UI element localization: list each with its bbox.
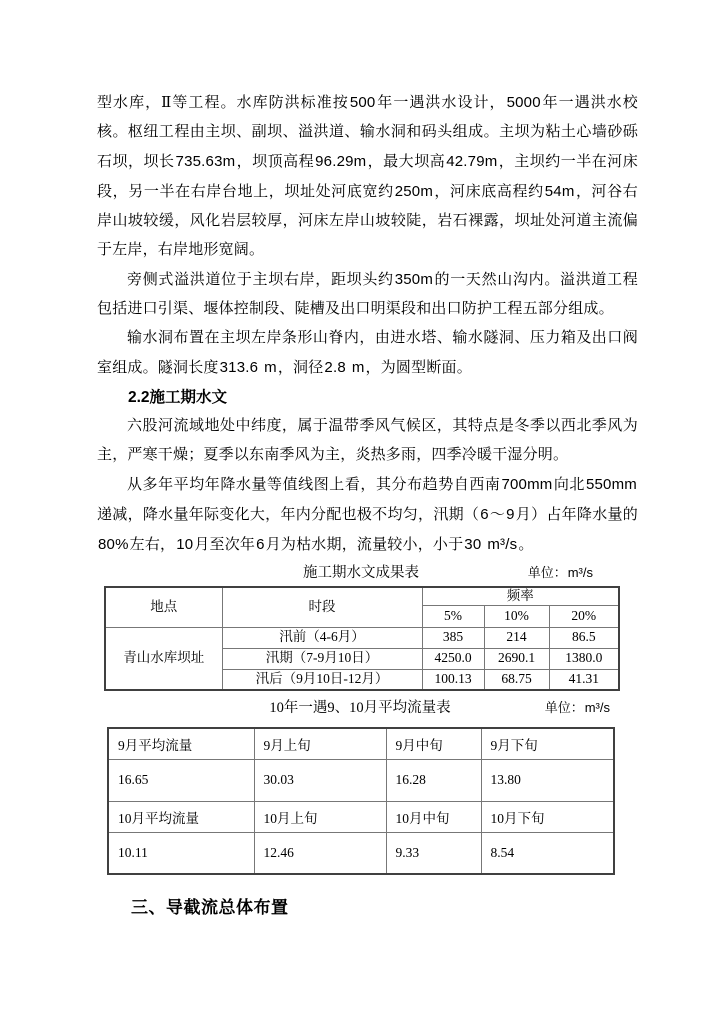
table-cell-value: 1380.0: [549, 648, 619, 669]
table-cell-label: 9月下旬: [481, 728, 614, 759]
table-cell-label: 9月中旬: [386, 728, 481, 759]
table-row: [108, 832, 614, 874]
table-cell-location: 青山水库坝址: [105, 627, 222, 690]
table2-caption: [107, 695, 613, 721]
table-row: [108, 728, 614, 759]
table-cell-value: 2690.1: [484, 648, 549, 669]
table-cell-value: 9.33: [386, 832, 481, 874]
table-hydrology-results: [104, 586, 620, 691]
table-cell-value: 10.11: [108, 832, 254, 874]
paragraph-spillway: 旁侧式溢洪道位于主坝右岸，距坝头约350m的一天然山沟内。溢洪道工程包括进口引渠、堰体控制段、陡槽及出口明渠段和出口防护工程五部分组成。: [97, 271, 638, 317]
table-cell-value: 16.65: [108, 759, 254, 801]
table-cell-value: 385: [422, 627, 484, 648]
table-cell-label: 10月下旬: [481, 801, 614, 832]
table-cell-period: 汛期（7-9月10日）: [222, 648, 422, 669]
table-row: [105, 627, 619, 648]
table2-caption-unit: 单位：m³/s: [544, 700, 610, 716]
table-cell-freq-20: 20%: [549, 605, 619, 627]
table1-caption: [104, 560, 618, 586]
table-cell-freq-5: 5%: [422, 605, 484, 627]
table-cell-value: 214: [484, 627, 549, 648]
table-cell-period: 汛前（4-6月）: [222, 627, 422, 648]
table-row: [108, 801, 614, 832]
heading-construction-hydrology: 2.2施工期水文: [128, 389, 228, 406]
paragraph-climate: 六股河流域地处中纬度，属于温带季风气候区，其特点是冬季以西北季风为主，严寒干燥；夏季以东南季风为主，炎热多雨，四季冷暖干湿分明。: [97, 418, 638, 463]
table-cell-value: 100.13: [422, 669, 484, 690]
table-cell-label: 10月上旬: [254, 801, 386, 832]
document-content: [97, 88, 638, 921]
table-cell-value: 13.80: [481, 759, 614, 801]
table-cell-label: 9月上旬: [254, 728, 386, 759]
table-cell-value: 86.5: [549, 627, 619, 648]
table-cell-period-header: 时段: [222, 587, 422, 627]
table-cell-value: 4250.0: [422, 648, 484, 669]
table-cell-frequency-header: 频率: [422, 587, 619, 605]
table-cell-value: 41.31: [549, 669, 619, 690]
table-average-flow: [107, 727, 615, 875]
table-row: [108, 759, 614, 801]
table-row: [105, 587, 619, 605]
paragraph-precipitation: 从多年平均年降水量等值线图上看，其分布趋势自西南700mm向北550mm递减，降水量年际变化大，年内分配也极不均匀，汛期（6～9月）占年降水量的80%左右，10月至次年6月为枯水期，流量较小，小于30 m³/s。: [97, 476, 638, 553]
table-cell-value: 12.46: [254, 832, 386, 874]
paragraph-water-tunnel: 输水洞布置在主坝左岸条形山脊内，由进水塔、输水隧洞、压力箱及出口阀室组成。隧洞长度313.6 m，洞径2.8 m，为圆型断面。: [97, 330, 638, 376]
table-cell-period: 汛后（9月10日-12月）: [222, 669, 422, 690]
table-cell-location-header: 地点: [105, 587, 222, 627]
table-cell-label: 10月中旬: [386, 801, 481, 832]
table-cell-label: 10月平均流量: [108, 801, 254, 832]
table-cell-value: 16.28: [386, 759, 481, 801]
table-cell-label: 9月平均流量: [108, 728, 254, 759]
table-cell-value: 68.75: [484, 669, 549, 690]
table1-caption-title: 施工期水文成果表: [303, 565, 419, 581]
paragraph-dam-overview: 型水库，Ⅱ等工程。水库防洪标准按500年一遇洪水设计，5000年一遇洪水校核。枢纽工程由主坝、副坝、溢洪道、输水洞和码头组成。主坝为粘土心墙砂砾石坝，坝长735.63m，坝顶高程96.29m，最大坝高42.79m，主坝约一半在河床段，另一半在右岸台地上，坝址处河底宽约250m，河床底高程约54m，河谷右岸山坡较缓，风化岩层较厚，河床左岸山坡较陡，岩石裸露，坝址处河道主流偏于左岸，右岸地形宽阔。: [97, 94, 638, 258]
table-cell-value: 8.54: [481, 832, 614, 874]
table-cell-freq-10: 10%: [484, 605, 549, 627]
table2-caption-title: 10年一遇9、10月平均流量表: [269, 700, 451, 717]
heading-diversion-layout: 三、导截流总体布置: [131, 898, 289, 918]
table-cell-value: 30.03: [254, 759, 386, 801]
table1-caption-unit: 单位：m³/s: [527, 565, 593, 580]
